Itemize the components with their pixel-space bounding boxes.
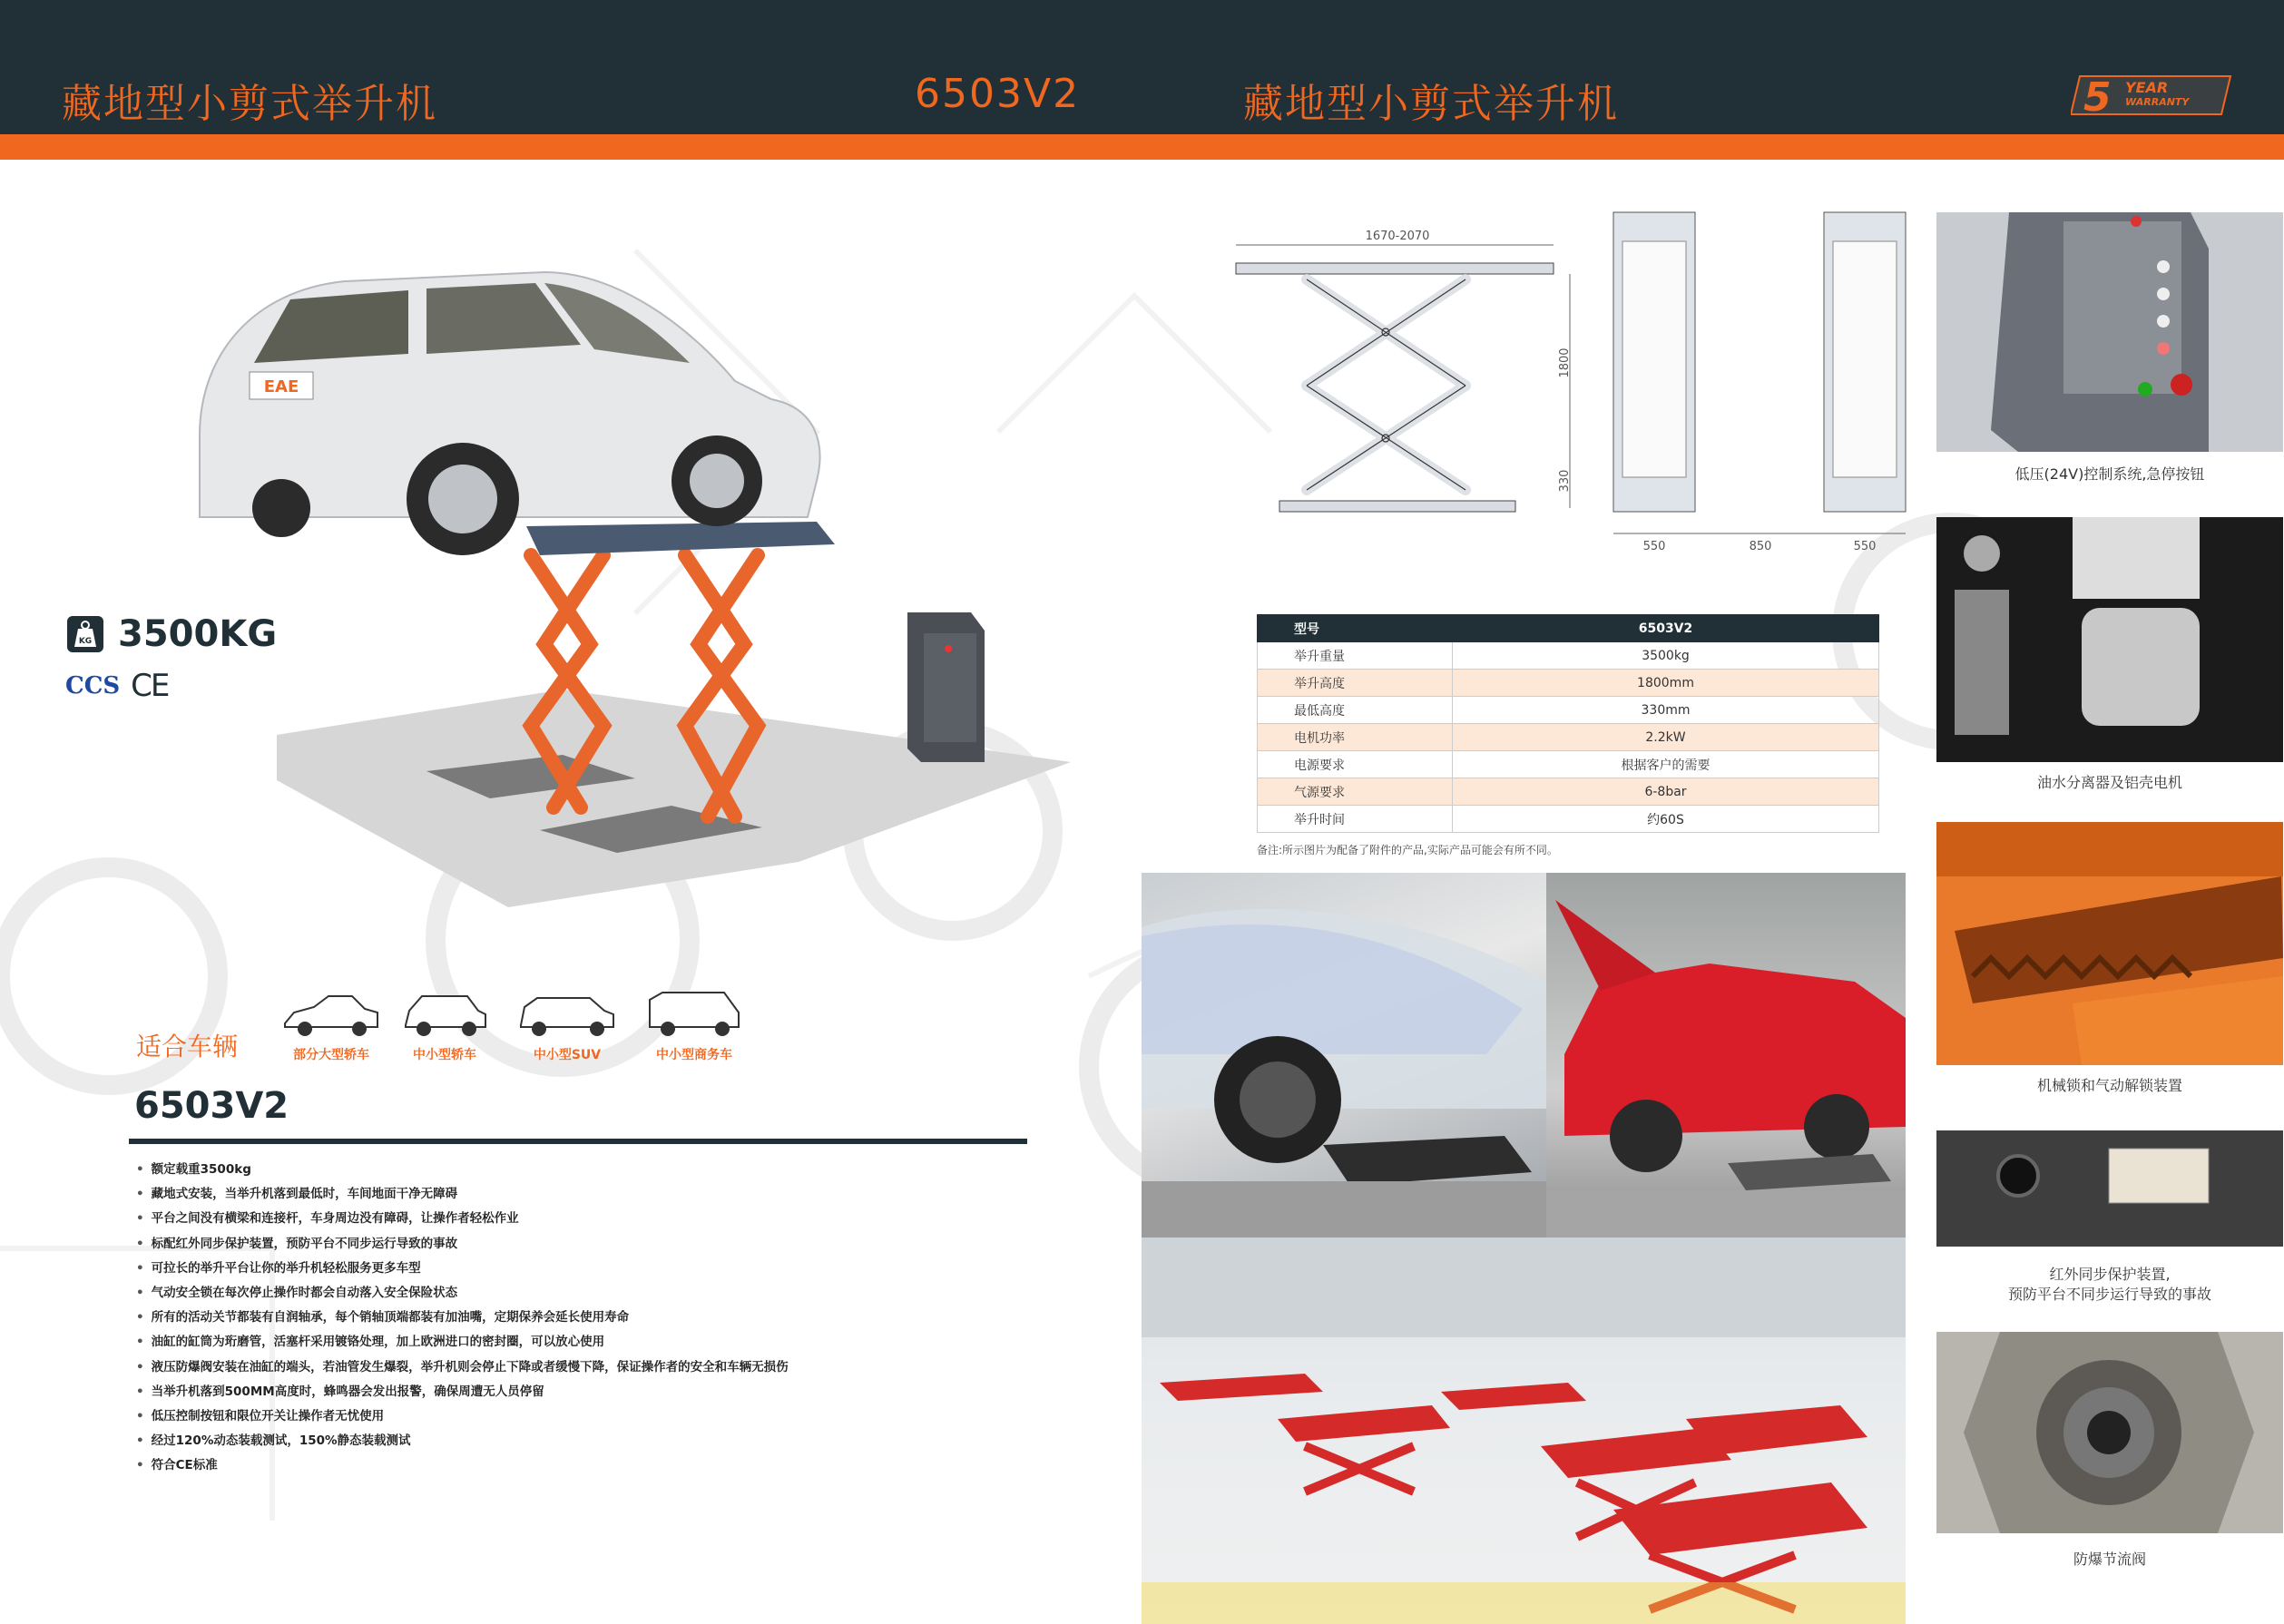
bullet-icon: • — [136, 1359, 144, 1375]
feature-item — [136, 1182, 789, 1207]
photo-lock — [1936, 822, 2283, 1065]
bullet-icon: • — [136, 1236, 144, 1251]
caption-sync-line1: 红外同步保护装置, — [2049, 1266, 2171, 1283]
spec-row — [1258, 724, 1879, 751]
ccs-logo: CCS — [65, 672, 121, 699]
hero-lift-illustration — [181, 218, 1089, 916]
warranty-number: 5 — [2083, 74, 2112, 116]
feature-item — [136, 1232, 789, 1257]
spec-header-value: 6503V2 — [1453, 615, 1879, 642]
sedan-icon — [281, 987, 381, 1042]
car-badge: EAE — [263, 377, 299, 396]
feature-item — [136, 1158, 789, 1182]
spec-row — [1258, 670, 1879, 697]
vehicle-van — [635, 987, 753, 1063]
spec-row — [1258, 778, 1879, 806]
feature-text: 液压防爆阀安装在油缸的端头，若油管发生爆裂，举升机则会停止下降或者缓慢下降，保证操作者的安全和车辆无损伤 — [151, 1359, 789, 1375]
bullet-icon: • — [136, 1310, 144, 1326]
photo-workshop-lifts — [1142, 1238, 1906, 1624]
header-stripe — [0, 134, 2284, 160]
weight-icon — [65, 614, 105, 654]
feature-text: 藏地式安装，当举升机落到最低时，车间地面干净无障碍 — [151, 1187, 458, 1202]
front-view-drawing — [1225, 218, 1588, 553]
bullet-icon: • — [136, 1260, 144, 1276]
model-divider — [129, 1139, 1027, 1144]
warranty-word: WARRANTY — [2125, 96, 2190, 108]
spec-key: 最低高度 — [1258, 697, 1453, 724]
feature-text: 气动安全锁在每次停止操作时都会自动落入安全保险状态 — [151, 1286, 458, 1301]
caption-sync-line2: 预防平台不同步运行导致的事故 — [2007, 1286, 2211, 1303]
feature-text: 标配红外同步保护装置，预防平台不同步运行导致的事故 — [151, 1236, 458, 1251]
spec-value: 根据客户的需要 — [1453, 751, 1879, 778]
caption-sync — [1936, 1265, 2283, 1305]
photo-tesla-on-lift — [1142, 873, 1546, 1238]
spec-key: 电机功率 — [1258, 724, 1453, 751]
bullet-icon: • — [136, 1433, 144, 1449]
feature-text: 所有的活动关节都装有自润轴承，每个销轴顶端都装有加油嘴，定期保养会延长使用寿命 — [151, 1310, 630, 1326]
feature-text: 符合CE标准 — [151, 1458, 218, 1473]
spec-value: 3500kg — [1453, 642, 1879, 670]
spec-row — [1258, 751, 1879, 778]
certifications — [65, 668, 168, 704]
feature-item — [136, 1330, 789, 1355]
caption-lock: 机械锁和气动解锁装置 — [2036, 1077, 2182, 1094]
car-suv — [200, 272, 819, 555]
control-box — [907, 612, 985, 762]
photo-sync-sensor — [1936, 1130, 2283, 1247]
feature-text: 当举升机落到500MM高度时，蜂鸣器会发出报警，确保周遭无人员停留 — [151, 1384, 544, 1399]
feature-text: 油缸的缸筒为珩磨管，活塞杆采用镀铬处理，加上欧洲进口的密封圈，可以放心使用 — [151, 1335, 605, 1350]
feature-item — [136, 1257, 789, 1281]
spec-key: 举升重量 — [1258, 642, 1453, 670]
suv-icon — [517, 987, 617, 1042]
vehicle-hatchback — [386, 987, 504, 1063]
top-view-drawing — [1597, 205, 1933, 559]
feature-item — [136, 1429, 789, 1453]
feature-text: 额定载重3500kg — [151, 1162, 251, 1177]
feature-item — [136, 1207, 789, 1231]
vehicle-sedan — [272, 987, 390, 1063]
vehicle-label: 部分大型轿车 — [293, 1048, 369, 1062]
feature-list — [136, 1158, 789, 1479]
caption-valve: 防爆节流阀 — [2073, 1551, 2146, 1568]
ce-mark: CE — [131, 668, 169, 704]
capacity-value: 3500KG — [118, 613, 278, 655]
dim-platform-b: 550 — [1853, 540, 1877, 553]
van-icon — [644, 987, 744, 1042]
spec-row — [1258, 806, 1879, 833]
model-name: 6503V2 — [134, 1085, 289, 1127]
feature-text: 可拉长的举升平台让你的举升机轻松服务更多车型 — [151, 1260, 421, 1276]
spec-value: 2.2kW — [1453, 724, 1879, 751]
dim-min-height: 330 — [1558, 469, 1572, 493]
spec-header-key: 型号 — [1258, 615, 1453, 642]
capacity-block — [65, 613, 277, 655]
header-model: 6503V2 — [915, 71, 1081, 117]
spec-value: 330mm — [1453, 697, 1879, 724]
vehicle-suv — [508, 987, 626, 1063]
bullet-icon: • — [136, 1335, 144, 1350]
photo-motor — [1936, 517, 2283, 762]
spec-value: 约60S — [1453, 806, 1879, 833]
bullet-icon: • — [136, 1286, 144, 1301]
vehicle-label: 中小型SUV — [533, 1048, 602, 1062]
header-title-left: 藏地型小剪式举升机 — [62, 81, 437, 127]
dim-platform-a: 550 — [1642, 540, 1666, 553]
header-bar — [0, 0, 2284, 134]
spec-row — [1258, 642, 1879, 670]
spec-value: 1800mm — [1453, 670, 1879, 697]
photo-valve — [1936, 1332, 2283, 1533]
feature-text: 低压控制按钮和限位开关让操作者无忧使用 — [151, 1409, 385, 1424]
feature-item — [136, 1453, 789, 1478]
table-note: 备注:所示图片为配备了附件的产品,实际产品可能会有所不同。 — [1257, 844, 1558, 856]
dim-height: 1800 — [1558, 347, 1572, 378]
dim-gap: 850 — [1749, 540, 1772, 553]
vehicle-label: 中小型商务车 — [656, 1048, 732, 1062]
spec-key: 举升高度 — [1258, 670, 1453, 697]
dim-width: 1670-2070 — [1365, 230, 1430, 243]
bullet-icon: • — [136, 1211, 144, 1227]
bullet-icon: • — [136, 1187, 144, 1202]
spec-key: 电源要求 — [1258, 751, 1453, 778]
warranty-logo — [2071, 74, 2232, 116]
spec-key: 气源要求 — [1258, 778, 1453, 806]
feature-item — [136, 1355, 789, 1380]
hatchback-icon — [395, 987, 495, 1042]
photo-control-box — [1936, 212, 2283, 452]
bullet-icon: • — [136, 1458, 144, 1473]
caption-control: 低压(24V)控制系统,急停按钮 — [2014, 465, 2205, 483]
bullet-icon: • — [136, 1162, 144, 1177]
header-title-right: 藏地型小剪式举升机 — [1243, 81, 1619, 127]
photo-ferrari-on-lift — [1546, 873, 1906, 1238]
feature-item — [136, 1404, 789, 1429]
vehicles-label: 适合车辆 — [136, 1032, 239, 1061]
caption-motor: 油水分离器及铝壳电机 — [2036, 774, 2182, 791]
bullet-icon: • — [136, 1409, 144, 1424]
feature-item — [136, 1281, 789, 1306]
spec-value: 6-8bar — [1453, 778, 1879, 806]
vehicle-label: 中小型轿车 — [413, 1048, 476, 1062]
warranty-year: YEAR — [2125, 79, 2169, 96]
spec-key: 举升时间 — [1258, 806, 1453, 833]
feature-item — [136, 1380, 789, 1404]
feature-item — [136, 1306, 789, 1330]
spec-row — [1258, 697, 1879, 724]
feature-text: 经过120%动态装载测试，150%静态装载测试 — [151, 1433, 411, 1449]
feature-text: 平台之间没有横梁和连接杆，车身周边没有障碍，让操作者轻松作业 — [151, 1211, 519, 1227]
bullet-icon: • — [136, 1384, 144, 1399]
spec-table — [1257, 614, 1879, 833]
spec-header-row — [1258, 615, 1879, 642]
svg-text:KG: KG — [78, 637, 93, 646]
